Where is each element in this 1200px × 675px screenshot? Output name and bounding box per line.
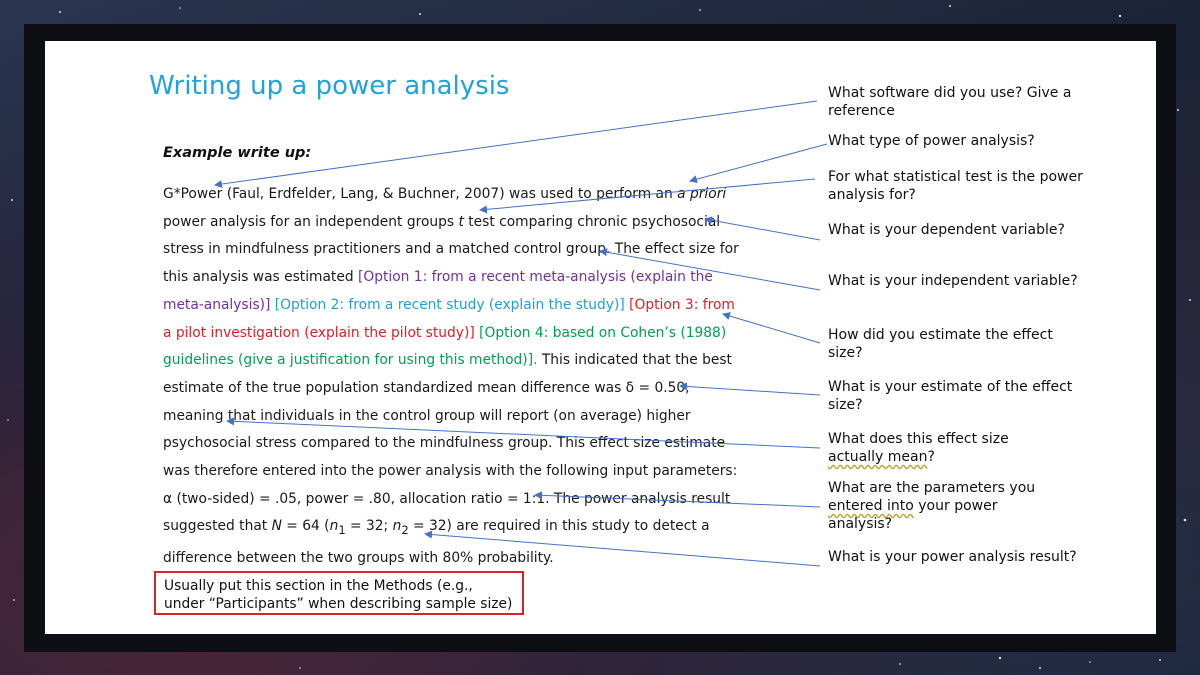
body-line-12: α (two-sided) = .05, power = .80, allocation ratio = 1:1. The power analysis result (163, 490, 731, 507)
body-line-9: meaning that individuals in the control group will report (on average) higher (163, 407, 691, 424)
question-power-result: What is your power analysis result? (828, 549, 1077, 565)
body-line-4: this analysis was estimated [Option 1: from a recent meta-analysis (explain the (163, 269, 713, 286)
body-line-11: was therefore entered into the power analysis with the following input parameters: (163, 463, 738, 480)
example-heading: Example write up: (163, 145, 312, 161)
question-effect-size-estimation: How did you estimate the effect size? (828, 327, 1053, 361)
body-line-13: suggested that N = 64 ($n_1 = 32$; $n_2 = 32$) are required in this study to detect a (163, 518, 710, 538)
slide-title: Writing up a power analysis (149, 71, 510, 101)
methods-note-box: Usually put this section in the Methods (e.g., under “Participants” when describing sample size) (154, 571, 524, 615)
question-analysis-type: What type of power analysis? (828, 133, 1035, 149)
arrow-independent-variable (600, 251, 820, 290)
arrow-analysis-type (690, 144, 827, 181)
arrow-power-result (425, 534, 820, 566)
arrow-software (215, 101, 817, 185)
body-line-3: stress in mindfulness practitioners and a matched control group. The effect size for (163, 241, 739, 258)
body-line-7: guidelines (give a justification for using this method)]. This indicated that the best (163, 352, 732, 369)
arrow-statistical-test (480, 179, 815, 210)
question-independent-variable: What is your independent variable? (828, 273, 1078, 289)
body-line-14: difference between the two groups with 80% probability. (163, 549, 554, 566)
body-line-8: estimate of the true population standardized mean difference was δ = 0.50, (163, 379, 690, 396)
option-4-text: [Option 4: based on Cohen’s (1988) (474, 324, 727, 341)
arrow-dependent-variable (705, 219, 820, 240)
question-software: What software did you use? Give a reference (828, 85, 1072, 119)
question-parameters: What are the parameters you entered into your power analysis? (828, 480, 1036, 532)
arrow-parameters (535, 495, 820, 507)
option-3-text: [Option 3: from (624, 296, 735, 313)
body-line-6: a pilot investigation (explain the pilot study)] [Option 4: based on Cohen’s (1988) (163, 324, 727, 341)
question-dependent-variable: What is your dependent variable? (828, 222, 1065, 238)
question-effect-size-estimate: What is your estimate of the effect size? (828, 379, 1073, 413)
arrow-effect-size-meaning (227, 421, 820, 448)
question-effect-size-meaning: What does this effect size actually mean? (828, 431, 1009, 465)
body-line-5: meta-analysis)] [Option 2: from a recent study (explain the study)] [Option 3: from (163, 296, 735, 313)
body-line-10: psychosocial stress compared to the mindfulness group. This effect size estimate (163, 435, 726, 452)
option-1-text: [Option 1: from a recent meta-analysis (explain the (357, 269, 713, 286)
arrow-effect-size-estimate (680, 386, 820, 395)
body-line-2: power analysis for an independent groups t test comparing chronic psychosocial (163, 213, 721, 230)
annotation-arrows (45, 41, 1156, 634)
arrow-effect-size-estimation (723, 314, 820, 343)
slide (45, 41, 1156, 634)
body-line-1: G*Power (Faul, Erdfelder, Lang, & Buchner, 2007) was used to perform an a priori (163, 186, 727, 202)
option-2-text: [Option 2: from a recent study (explain the study)] (270, 296, 625, 313)
question-statistical-test: For what statistical test is the power analysis for? (828, 169, 1083, 203)
